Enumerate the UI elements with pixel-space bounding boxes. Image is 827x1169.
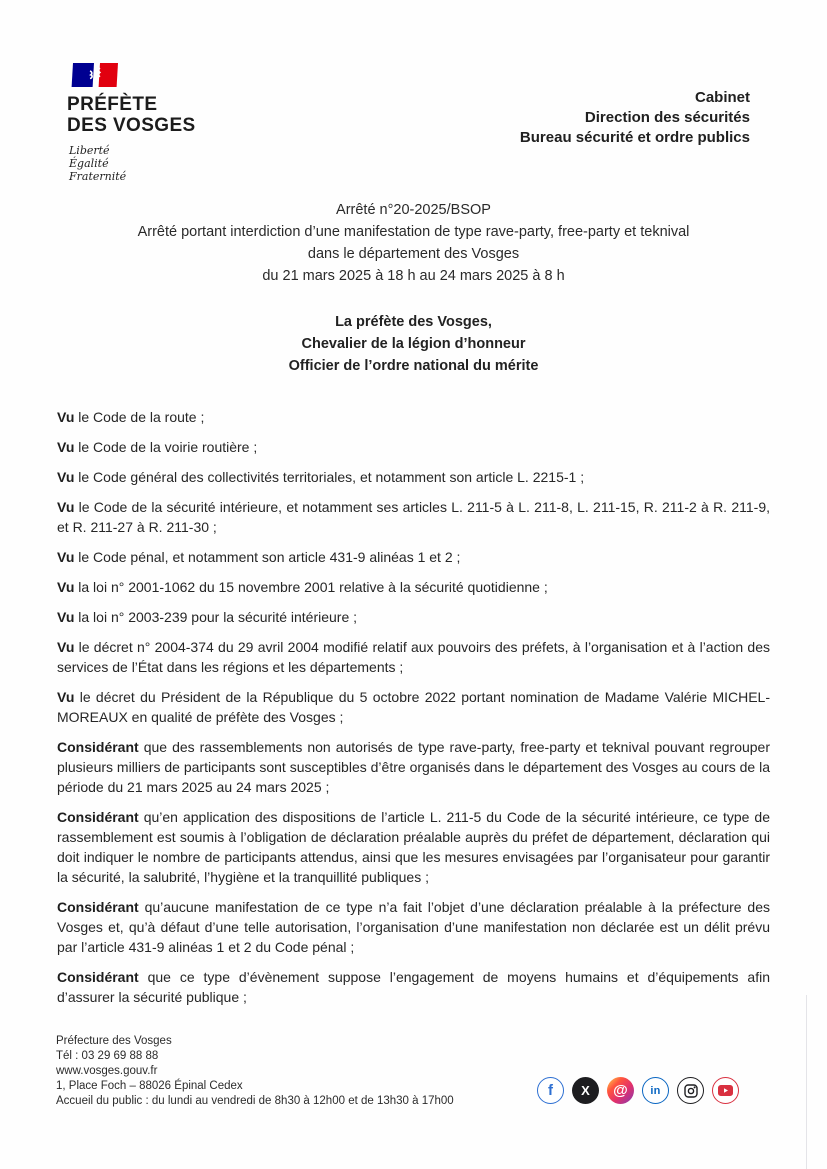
paragraph-text: le décret n° 2004-374 du 29 avril 2004 modifié relatif aux pouvoirs des préfets, à l’organisation et à l’action des services de l’État dans les régions et les départements ;: [57, 639, 770, 675]
footer-opening-hours: Accueil du public : du lundi au vendredi de 8h30 à 12h00 et de 13h30 à 17h00: [56, 1095, 454, 1107]
paragraph-text: la loi n° 2001-1062 du 15 novembre 2001 relative à la sécurité quotidienne ;: [78, 579, 548, 595]
paragraph-lead: Considérant: [57, 809, 139, 825]
scan-artifact-line: [806, 995, 807, 1169]
paragraph-text: le Code de la route ;: [78, 409, 205, 425]
paragraph-lead: Vu: [57, 439, 75, 455]
paragraph-lead: Vu: [57, 409, 75, 425]
paragraph-text: le décret du Président de la République du 5 octobre 2022 portant nomination de Madame Valérie MICHEL-MOREAUX en qualité de préfète des Vosges ;: [57, 689, 771, 725]
footer-institution: Préfecture des Vosges: [56, 1035, 172, 1047]
authority-block: [57, 311, 770, 377]
paragraph-text: que ce type d’évènement suppose l’engagement de moyens humains et d’équipements afin d’assurer la sécurité publique ;: [57, 969, 771, 1005]
paragraph-text: qu’en application des dispositions de l’article L. 211-5 du Code de la sécurité intérieure, ce type de rassemblement est soumis à l’obligation de déclaration préalable auprès du préfet de département, déclaration qui doit indiquer le nombre de participants attendus, ainsi que les mesures envisagées par l’organisateur pour garantir la sécurité, la salubrité, l’hygiène et la tranquillité publiques ;: [57, 809, 770, 885]
decree-title: [57, 199, 770, 287]
legal-paragraph: [57, 407, 770, 427]
youtube-icon: [712, 1077, 739, 1104]
authority-honor1: Chevalier de la légion d’honneur: [301, 336, 526, 352]
youtube-play-glyph: [718, 1085, 733, 1096]
paragraph-lead: Vu: [57, 689, 75, 705]
service-bureau: Bureau sécurité et ordre publics: [519, 129, 750, 146]
footer-contact-block: [56, 1034, 454, 1109]
paragraph-lead: Considérant: [57, 969, 139, 985]
footer-phone: Tél : 03 29 69 88 88: [56, 1050, 159, 1062]
paragraph-lead: Vu: [57, 469, 75, 485]
legal-paragraph: [57, 637, 770, 677]
legal-paragraph: [57, 967, 770, 1007]
paragraph-lead: Vu: [57, 609, 75, 625]
instagram-camera-glyph: [684, 1084, 698, 1098]
motto-fraternite: Fraternité: [69, 170, 127, 183]
paragraph-lead: Vu: [57, 579, 75, 595]
x-twitter-icon: [572, 1077, 599, 1104]
service-cabinet: Cabinet: [694, 89, 750, 106]
paragraph-lead: Vu: [57, 639, 75, 655]
facebook-glyph: f: [548, 1082, 553, 1099]
paragraph-text: le Code pénal, et notamment son article 431-9 alinéas 1 et 2 ;: [78, 549, 461, 565]
institution-name-line1: PRÉFÈTE: [67, 94, 158, 115]
legal-paragraph: [57, 807, 770, 887]
threads-icon: [607, 1077, 634, 1104]
institution-name-line2: DES VOSGES: [67, 115, 196, 136]
institution-name: [67, 94, 196, 136]
authority-honor2: Officier de l’ordre national du mérite: [288, 358, 539, 374]
paragraph-text: qu’aucune manifestation de ce type n’a fait l’objet d’une déclaration préalable à la préfecture des Vosges et, qu’à défaut d’une telle autorisation, l’organisation d’une manifestation non déclarée est un délit prévu par l’article 431-9 alinéas 1 et 2 du Code pénal ;: [57, 899, 770, 955]
legal-paragraph: [57, 497, 770, 537]
paragraph-text: le Code de la sécurité intérieure, et notamment ses articles L. 211-5 à L. 211-8, L. 211-15, R. 211-2 à R. 211-9, et R. 211-27 à R. 211-30 ;: [57, 499, 770, 535]
paragraph-text: le Code de la voirie routière ;: [78, 439, 258, 455]
decree-number: Arrêté n°20-2025/BSOP: [336, 202, 491, 218]
linkedin-glyph: in: [650, 1084, 661, 1097]
facebook-icon: [537, 1077, 564, 1104]
legal-paragraph: [57, 547, 770, 567]
motto-egalite: Égalité: [69, 157, 109, 170]
legal-paragraph: [57, 607, 770, 627]
threads-glyph: @: [613, 1082, 628, 1099]
linkedin-icon: [642, 1077, 669, 1104]
social-icons-row: [537, 1077, 739, 1104]
issuing-service-block: [520, 88, 750, 148]
legal-paragraph: [57, 737, 770, 797]
legal-paragraph: [57, 437, 770, 457]
paragraph-text: la loi n° 2003-239 pour la sécurité intérieure ;: [78, 609, 358, 625]
document-header: [57, 62, 770, 183]
paragraph-lead: Vu: [57, 549, 75, 565]
republic-motto: [69, 144, 196, 183]
footer-address: 1, Place Foch – 88026 Épinal Cedex: [56, 1080, 243, 1092]
paragraph-lead: Vu: [57, 499, 75, 515]
x-glyph: X: [581, 1083, 590, 1098]
paragraph-lead: Considérant: [57, 899, 139, 915]
paragraph-text: que des rassemblements non autorisés de type rave-party, free-party et teknival pouvant regrouper plusieurs milliers de participants sont susceptibles d’être organisés dans le département des Vosges au cours de la période du 21 mars 2025 au 24 mars 2025 ;: [57, 739, 771, 795]
decree-body: [57, 407, 770, 1007]
decree-subject-line2: dans le département des Vosges: [307, 246, 520, 262]
french-flag-icon: [69, 62, 121, 89]
footer-website: www.vosges.gouv.fr: [56, 1065, 158, 1077]
instagram-icon: [677, 1077, 704, 1104]
motto-liberte: Liberté: [69, 144, 110, 157]
legal-paragraph: [57, 577, 770, 597]
legal-paragraph: [57, 467, 770, 487]
paragraph-lead: Considérant: [57, 739, 139, 755]
authority-title: La préfète des Vosges,: [335, 314, 492, 330]
prefecture-logo: [67, 62, 196, 183]
decree-subject-line1: Arrêté portant interdiction d’une manifestation de type rave-party, free-party et teknival: [137, 224, 690, 240]
legal-paragraph: [57, 897, 770, 957]
legal-paragraph: [57, 687, 770, 727]
service-direction: Direction des sécurités: [584, 109, 750, 126]
decree-period: du 21 mars 2025 à 18 h au 24 mars 2025 à 8 h: [262, 268, 565, 284]
paragraph-text: le Code général des collectivités territoriales, et notamment son article L. 2215-1 ;: [78, 469, 585, 485]
